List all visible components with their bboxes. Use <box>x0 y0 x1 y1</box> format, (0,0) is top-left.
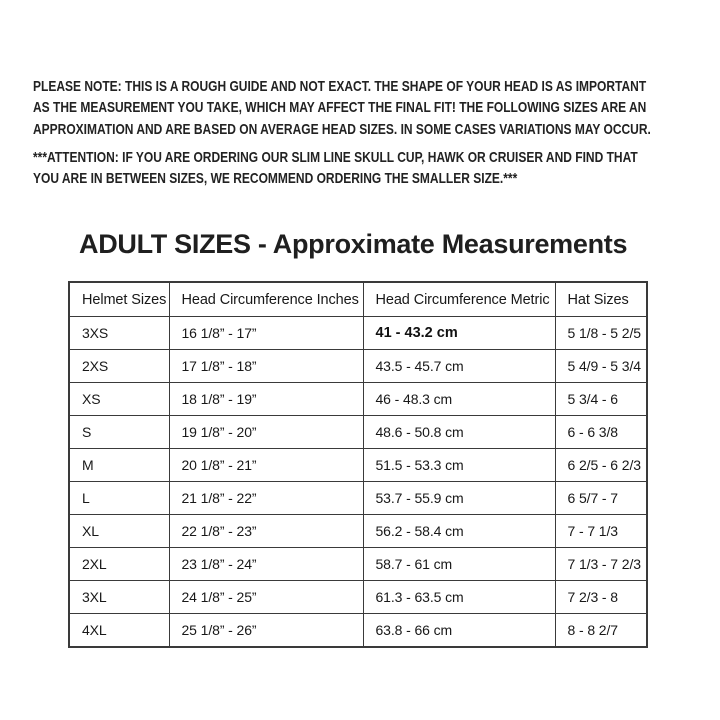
attention-line: YOU ARE IN BETWEEN SIZES, WE RECOMMEND ORDERING THE SMALLER SIZE.*** <box>33 170 518 188</box>
helmet-size-cell: XS <box>69 383 169 416</box>
metric-cell: 51.5 - 53.3 cm <box>363 449 555 482</box>
column-header-circumference-inches: Head Circumference Inches <box>169 282 363 317</box>
column-header-hat-sizes: Hat Sizes <box>555 282 647 317</box>
hat-size-cell: 7 2/3 - 8 <box>555 581 647 614</box>
helmet-size-cell: 4XL <box>69 614 169 648</box>
page-title: ADULT SIZES - Approximate Measurements <box>79 229 628 259</box>
table-header-row <box>69 282 647 317</box>
size-table <box>68 281 648 648</box>
table-row <box>69 482 647 515</box>
column-header-helmet-sizes: Helmet Sizes <box>69 282 169 317</box>
hat-size-cell: 5 4/9 - 5 3/4 <box>555 350 647 383</box>
table-row <box>69 581 647 614</box>
inches-cell: 17 1/8” - 18” <box>169 350 363 383</box>
please-note-line: APPROXIMATION AND ARE BASED ON AVERAGE HEAD SIZES. IN SOME CASES VARIATIONS MAY OCCUR. <box>33 120 651 138</box>
attention-line: ***ATTENTION: IF YOU ARE ORDERING OUR SLIM LINE SKULL CUP, HAWK OR CRUISER AND FIND THAT <box>33 149 638 166</box>
table-row <box>69 416 647 449</box>
hat-size-cell: 6 5/7 - 7 <box>555 482 647 515</box>
table-row <box>69 614 647 648</box>
table-row <box>69 548 647 581</box>
inches-cell: 18 1/8” - 19” <box>169 383 363 416</box>
metric-cell: 61.3 - 63.5 cm <box>363 581 555 614</box>
metric-cell: 58.7 - 61 cm <box>363 548 555 581</box>
hat-size-cell: 5 1/8 - 5 2/5 <box>555 317 647 350</box>
metric-cell: 56.2 - 58.4 cm <box>363 515 555 548</box>
inches-cell: 16 1/8” - 17” <box>169 317 363 350</box>
hat-size-cell: 7 - 7 1/3 <box>555 515 647 548</box>
helmet-size-cell: 2XL <box>69 548 169 581</box>
please-note-line: AS THE MEASUREMENT YOU TAKE, WHICH MAY AFFECT THE FINAL FIT! THE FOLLOWING SIZES ARE AN <box>33 99 647 117</box>
inches-cell: 19 1/8” - 20” <box>169 416 363 449</box>
metric-cell: 43.5 - 45.7 cm <box>363 350 555 383</box>
table-row <box>69 350 647 383</box>
hat-size-cell: 6 - 6 3/8 <box>555 416 647 449</box>
table-row <box>69 515 647 548</box>
inches-cell: 22 1/8” - 23” <box>169 515 363 548</box>
metric-cell: 63.8 - 66 cm <box>363 614 555 648</box>
metric-cell: 46 - 48.3 cm <box>363 383 555 416</box>
inches-cell: 20 1/8” - 21” <box>169 449 363 482</box>
metric-cell: 48.6 - 50.8 cm <box>363 416 555 449</box>
please-note-paragraph <box>33 76 651 140</box>
hat-size-cell: 5 3/4 - 6 <box>555 383 647 416</box>
helmet-size-cell: XL <box>69 515 169 548</box>
attention-paragraph <box>33 147 638 190</box>
helmet-size-cell: 2XS <box>69 350 169 383</box>
please-note-line: PLEASE NOTE: THIS IS A ROUGH GUIDE AND NOT EXACT. THE SHAPE OF YOUR HEAD IS AS IMPORTANT <box>33 78 647 95</box>
inches-cell: 21 1/8” - 22” <box>169 482 363 515</box>
column-header-circumference-metric: Head Circumference Metric <box>363 282 555 317</box>
table-row <box>69 449 647 482</box>
table-row <box>69 317 647 350</box>
hat-size-cell: 6 2/5 - 6 2/3 <box>555 449 647 482</box>
hat-size-cell: 7 1/3 - 7 2/3 <box>555 548 647 581</box>
table-row <box>69 383 647 416</box>
helmet-size-cell: M <box>69 449 169 482</box>
metric-cell: 53.7 - 55.9 cm <box>363 482 555 515</box>
helmet-size-cell: L <box>69 482 169 515</box>
metric-cell: 41 - 43.2 cm <box>363 317 555 350</box>
helmet-size-cell: 3XL <box>69 581 169 614</box>
hat-size-cell: 8 - 8 2/7 <box>555 614 647 648</box>
inches-cell: 23 1/8” - 24” <box>169 548 363 581</box>
inches-cell: 24 1/8” - 25” <box>169 581 363 614</box>
inches-cell: 25 1/8” - 26” <box>169 614 363 648</box>
helmet-size-cell: 3XS <box>69 317 169 350</box>
helmet-size-cell: S <box>69 416 169 449</box>
